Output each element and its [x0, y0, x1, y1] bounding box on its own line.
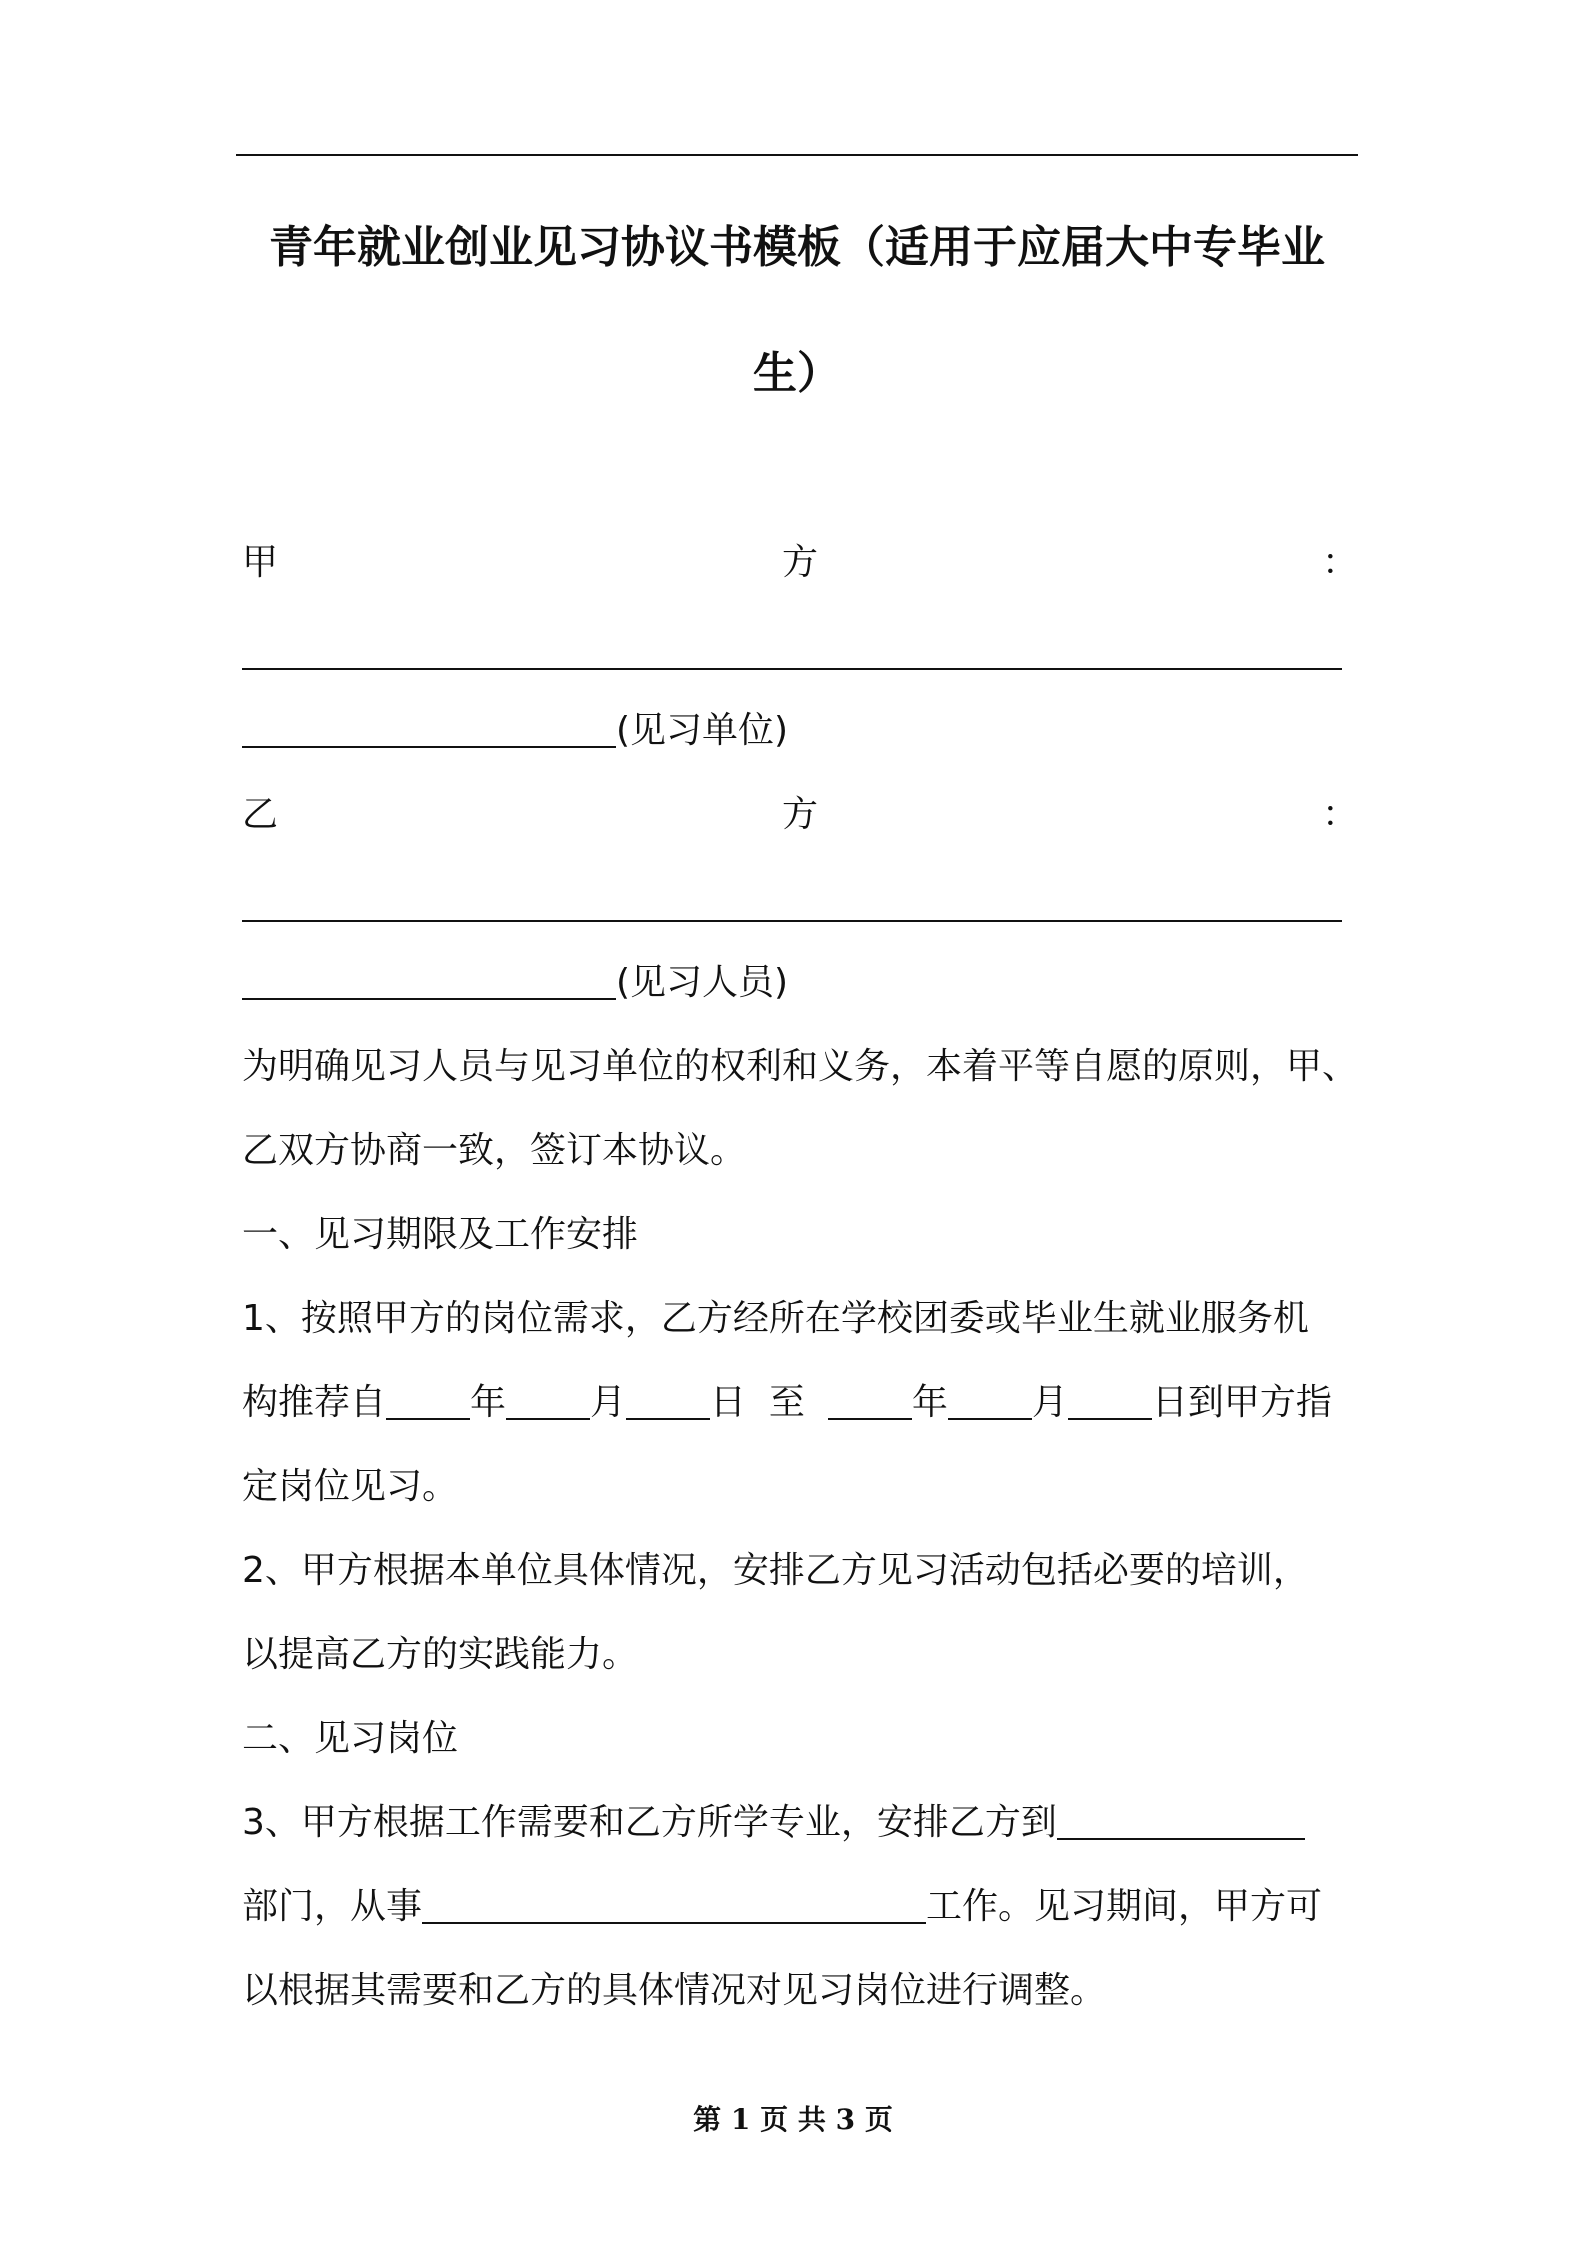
party-b-blank-line	[242, 920, 1342, 922]
end-year-blank	[828, 1384, 912, 1420]
clause-3-line-1	[242, 1798, 1358, 1848]
party-a-blank	[242, 712, 616, 748]
party-a-char-1: 甲	[242, 542, 279, 583]
party-a-char-2: 方	[781, 542, 818, 583]
party-b-label	[242, 790, 1358, 840]
party-b-suffix-line	[242, 958, 1358, 1008]
clause-1-line-2	[242, 1378, 1358, 1428]
party-a-colon: ：	[1321, 542, 1358, 583]
clause-3-line-2	[242, 1882, 1358, 1932]
clause-2-line-2: 以提高乙方的实践能力。	[242, 1634, 639, 1675]
start-day-blank	[626, 1384, 710, 1420]
clause-3-text-3: 工作。见习期间，甲方可	[926, 1886, 1323, 1927]
clause-3-text-1: 3、甲方根据工作需要和乙方所学专业，安排乙方到	[242, 1802, 1057, 1843]
clause-1-text-1: 构推荐自	[242, 1382, 387, 1423]
clause-3-line-3: 以根据其需要和乙方的具体情况对见习岗位进行调整。	[242, 1970, 1107, 2011]
document-title-line-2: 生）	[753, 348, 841, 399]
section-2-heading: 二、见习岗位	[242, 1718, 459, 1759]
party-b-blank	[242, 964, 616, 1000]
end-month-blank	[948, 1384, 1032, 1420]
party-a-suffix-line	[242, 706, 1358, 756]
party-a-label	[242, 538, 1358, 588]
clause-1-text-7: 日到甲方指	[1151, 1382, 1332, 1423]
clause-1-text-6: 月	[1031, 1382, 1068, 1423]
job-blank	[422, 1888, 926, 1924]
document-title-line-1: 青年就业创业见习协议书模板（适用于应届大中专毕业	[269, 222, 1325, 273]
header-rule	[236, 154, 1358, 156]
intro-line-2: 乙双方协商一致，签订本协议。	[242, 1130, 747, 1171]
party-a-suffix: (见习单位)	[616, 710, 789, 751]
clause-1-text-3: 月	[590, 1382, 627, 1423]
clause-3-text-2: 部门，从事	[242, 1886, 423, 1927]
party-b-char-2: 方	[781, 794, 818, 835]
party-b-colon: ：	[1321, 794, 1358, 835]
clause-2-line-1: 2、甲方根据本单位具体情况，安排乙方见习活动包括必要的培训，	[242, 1550, 1309, 1591]
intro-line-1: 为明确见习人员与见习单位的权利和义务，本着平等自愿的原则，甲、	[242, 1046, 1359, 1087]
clause-1-line-1: 1、按照甲方的岗位需求，乙方经所在学校团委或毕业生就业服务机	[242, 1298, 1309, 1339]
page-number-footer: 第 1 页 共 3 页	[693, 2103, 893, 2136]
department-blank	[1057, 1804, 1305, 1840]
clause-1-text-4: 日 至	[710, 1382, 828, 1423]
start-year-blank	[386, 1384, 470, 1420]
party-a-blank-line	[242, 668, 1342, 670]
start-month-blank	[506, 1384, 590, 1420]
end-day-blank	[1068, 1384, 1152, 1420]
clause-1-line-3: 定岗位见习。	[242, 1466, 459, 1507]
party-b-suffix: (见习人员)	[616, 962, 789, 1003]
section-1-heading: 一、见习期限及工作安排	[242, 1214, 639, 1255]
clause-1-text-2: 年	[470, 1382, 507, 1423]
party-b-char-1: 乙	[242, 794, 279, 835]
clause-1-text-5: 年	[911, 1382, 948, 1423]
